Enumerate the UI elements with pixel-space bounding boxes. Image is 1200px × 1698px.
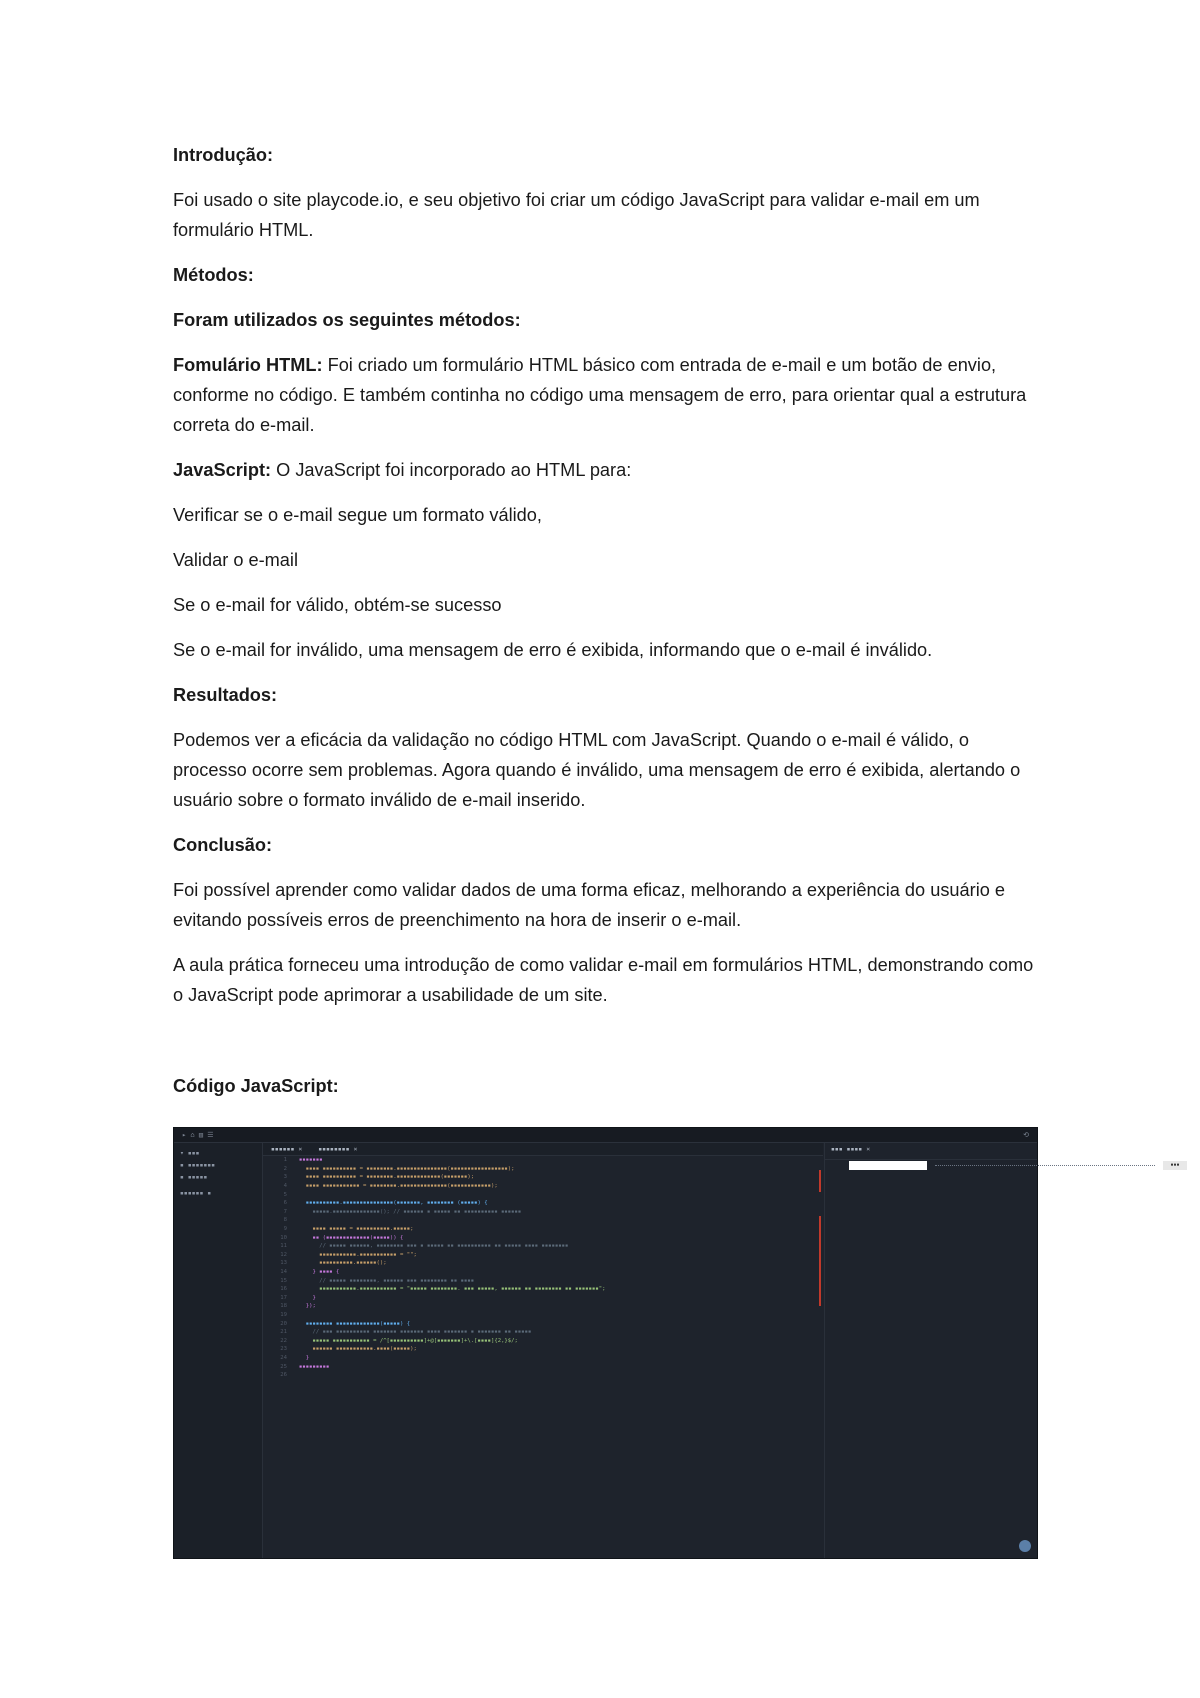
document-body — [173, 140, 1043, 1116]
code-screenshot — [173, 1127, 1180, 1559]
form-paragraph — [173, 350, 1043, 440]
conclusion-text-1: Foi possível aprender como validar dados de uma forma eficaz, melhorando a experiência do usuário e evitando possíveis erros de preenchimento na hora de inserir o e-mail. — [173, 880, 1006, 930]
preview-submit-button: ▪▪▪ — [1163, 1161, 1187, 1170]
intro-text: Foi usado o site playcode.io, e seu objetivo foi criar um código JavaScript para validar e-mail em um formulário HTML. — [173, 190, 980, 240]
form-text: Foi criado um formulário HTML básico com entrada de e-mail e um botão de envio, conforme no código. E também continha no código uma mensagem de erro, para orientar qual a estrutura correta do e-mail. — [173, 355, 1027, 435]
step-2: Validar o e-mail — [173, 550, 299, 570]
help-icon — [1019, 1540, 1031, 1552]
step-4: Se o e-mail for inválido, uma mensagem de erro é exibida, informando que o e-mail é inválido. — [173, 640, 933, 660]
conclusion-text-2: A aula prática forneceu uma introdução de como validar e-mail em formulários HTML, demonstrando como o JavaScript pode aprimorar a usabilidade de um site. — [173, 955, 1034, 1005]
js-text: O JavaScript foi incorporado ao HTML para: — [271, 460, 632, 480]
editor-code-area: 1 ▪▪▪▪▪▪▪ 2 ▪▪▪▪ ▪▪▪▪▪▪▪▪▪▪ = ▪▪▪▪▪▪▪▪.▪▪▪▪▪▪▪▪▪▪▪▪▪▪▪(▪▪▪▪▪▪▪▪▪▪▪▪▪▪▪▪▪); 3 ▪▪▪▪ ▪▪▪▪▪▪▪▪▪▪ = ▪▪▪▪▪▪▪▪.▪▪▪▪▪▪▪▪▪▪▪▪▪(▪▪▪▪▪▪▪); 4 ▪▪▪▪ ▪▪▪▪▪▪▪▪▪▪▪ = ▪▪▪▪▪▪▪▪.▪▪▪▪▪▪▪▪▪▪▪▪▪▪(▪▪▪▪▪▪▪▪▪▪▪▪); 5 6 ▪▪▪▪▪▪▪▪▪▪.▪▪▪▪▪▪▪▪▪▪▪▪▪▪▪(▪▪▪▪▪▪▪, ▪▪▪▪▪▪▪▪ (▪▪▪▪▪) { 7 ▪▪▪▪▪.▪▪▪▪▪▪▪▪▪▪▪▪▪▪(); // ▪▪▪▪▪▪ ▪ ▪▪▪▪▪ ▪▪ ▪▪▪▪▪▪▪▪▪▪ ▪▪▪▪▪▪ 8 9 ▪▪▪▪ ▪▪▪▪▪ = ▪▪▪▪▪▪▪▪▪▪.▪▪▪▪▪; 10 ▪▪ (▪▪▪▪▪▪▪▪▪▪▪▪▪(▪▪▪▪▪)) { 11 // ▪▪▪▪▪ ▪▪▪▪▪▪, ▪▪▪▪▪▪▪▪ ▪▪▪ ▪ ▪▪▪▪▪ ▪▪ ▪▪▪▪▪▪▪▪▪▪ ▪▪ ▪▪▪▪▪ ▪▪▪▪ ▪▪▪▪▪▪▪▪ 12 ▪▪▪▪▪▪▪▪▪▪▪.▪▪▪▪▪▪▪▪▪▪▪ = ""; 13 ▪▪▪▪▪▪▪▪▪▪.▪▪▪▪▪▪(); 14 } ▪▪▪▪ { 15 // ▪▪▪▪▪ ▪▪▪▪▪▪▪▪, ▪▪▪▪▪▪ ▪▪▪ ▪▪▪▪▪▪▪▪ ▪▪ ▪▪▪▪ 16 ▪▪▪▪▪▪▪▪▪▪▪.▪▪▪▪▪▪▪▪▪▪▪ = "▪▪▪▪▪ ▪▪▪▪▪▪▪▪. ▪▪▪ ▪▪▪▪▪, ▪▪▪▪▪▪ ▪▪ ▪▪▪▪▪▪▪▪ ▪▪ ▪▪▪▪▪▪▪"; 17 } 18 }); 19 20 ▪▪▪▪▪▪▪▪ ▪▪▪▪▪▪▪▪▪▪▪▪▪(▪▪▪▪▪) { 21 // ▪▪▪ ▪▪▪▪▪▪▪▪▪▪ ▪▪▪▪▪▪▪ ▪▪▪▪▪▪▪ ▪▪▪▪ ▪▪▪▪▪▪▪ ▪ ▪▪▪▪▪▪▪ ▪▪ ▪▪▪▪▪ 22 ▪▪▪▪▪ ▪▪▪▪▪▪▪▪▪▪▪ = /^[▪▪▪▪▪▪▪▪▪▪]+@[▪▪▪▪▪▪▪]+\.[▪▪▪▪]{2,}$/; 23 ▪▪▪▪▪▪ ▪▪▪▪▪▪▪▪▪▪▪.▪▪▪▪(▪▪▪▪▪); 24 } 25 ▪▪▪▪▪▪▪▪▪ 26 — [263, 1156, 823, 1558]
step-3: Se o e-mail for válido, obtém-se sucesso — [173, 595, 502, 615]
intro-heading: Introdução: — [173, 145, 274, 165]
editor-tabs: ▪▪▪▪▪▪ × ▪▪▪▪▪▪▪▪ × — [263, 1143, 823, 1156]
methods-heading: Métodos: — [173, 265, 254, 285]
conclusion-heading: Conclusão: — [173, 835, 273, 855]
web-view-panel: ▪▪▪ ▪▪▪▪ × ▪▪▪ — [824, 1143, 1037, 1558]
results-heading: Resultados: — [173, 685, 278, 705]
preview-email-input — [849, 1161, 927, 1170]
js-label: JavaScript: — [173, 460, 272, 480]
editor-topbar: ▸ ⌂ ▥ ☰ ⟲ — [174, 1128, 1037, 1143]
results-text: Podemos ver a eficácia da validação no código HTML com JavaScript. Quando o e-mail é válido, o processo ocorre sem problemas. Agora quando é inválido, uma mensagem de erro é exibida, alertando o usuário sobre o formato inválido de e-mail inserido. — [173, 730, 1021, 810]
step-1: Verificar se o e-mail segue um formato válido, — [173, 505, 542, 525]
editor-sidebar: ▾ ▪▪▪ ▪ ▪▪▪▪▪▪▪ ▪ ▪▪▪▪▪ ▪▪▪▪▪▪ ▪ — [174, 1143, 263, 1558]
form-label: Fomulário HTML: — [173, 355, 323, 375]
methods-subheading: Foram utilizados os seguintes métodos: — [173, 310, 521, 330]
code-heading: Código JavaScript: — [173, 1076, 339, 1096]
js-paragraph — [173, 455, 1043, 485]
